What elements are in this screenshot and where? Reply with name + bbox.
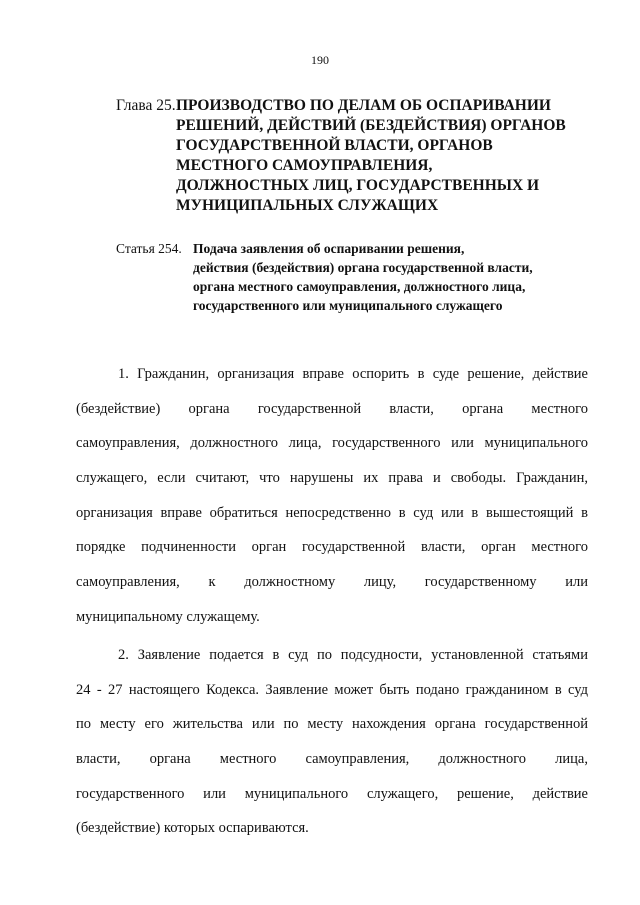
paragraph-line: организация вправе обратиться непосредственно в суд или в вышестоящий в [76, 504, 588, 521]
article-label: Статья 254. [116, 241, 182, 256]
paragraph-line: самоуправления, должностного лица, государственного или муниципального [76, 435, 588, 452]
article-title: Подача заявления об оспаривании решения, действия (бездействия) органа государственной власти, органа местного самоуправления, должностного лица, государственного или муниципального служащего [193, 241, 533, 313]
chapter-title: ПРОИЗВОДСТВО ПО ДЕЛАМ ОБ ОСПАРИВАНИИ РЕШЕНИЙ, ДЕЙСТВИЙ (БЕЗДЕЙСТВИЯ) ОРГАНОВ ГОСУДАРСТВЕННОЙ ВЛАСТИ, ОРГАНОВ МЕСТНОГО САМОУПРАВЛЕНИЯ, ДОЛЖНОСТНЫХ ЛИЦ, ГОСУДАРСТВЕННЫХ И МУНИЦИПАЛЬНЫХ СЛУЖАЩИХ [176, 97, 566, 214]
article-heading [116, 239, 586, 315]
paragraph-1 [76, 357, 588, 635]
page-number: 190 [311, 53, 329, 67]
paragraph-line: служащего, если считают, что нарушены их права и свободы. Гражданин, [76, 470, 588, 487]
paragraph-line: по месту его жительства или по месту нахождения органа государственной [76, 716, 588, 733]
paragraph-line: 1. Гражданин, организация вправе оспорить в суде решение, действие [118, 366, 588, 382]
paragraph-line: власти, органа местного самоуправления, должностного лица, [76, 751, 588, 768]
paragraph-line: 24 - 27 настоящего Кодекса. Заявление может быть подано гражданином в суд [76, 681, 588, 698]
paragraph-line: порядке подчиненности орган государственной власти, орган местного [76, 539, 588, 556]
paragraph-line: 2. Заявление подается в суд по подсудности, установленной статьями [118, 647, 588, 663]
paragraph-line: муниципальному служащему. [76, 608, 260, 625]
chapter-label: Глава 25. [116, 97, 176, 114]
paragraph-line: самоуправления, к должностному лицу, государственному или [76, 574, 588, 591]
paragraph-line: (бездействие) органа государственной власти, органа местного [76, 400, 588, 417]
paragraph-line: государственного или муниципального служащего, решение, действие [76, 785, 588, 802]
chapter-heading [116, 96, 586, 216]
paragraph-line: (бездействие) которых оспариваются. [76, 820, 309, 837]
paragraph-2 [76, 638, 588, 846]
